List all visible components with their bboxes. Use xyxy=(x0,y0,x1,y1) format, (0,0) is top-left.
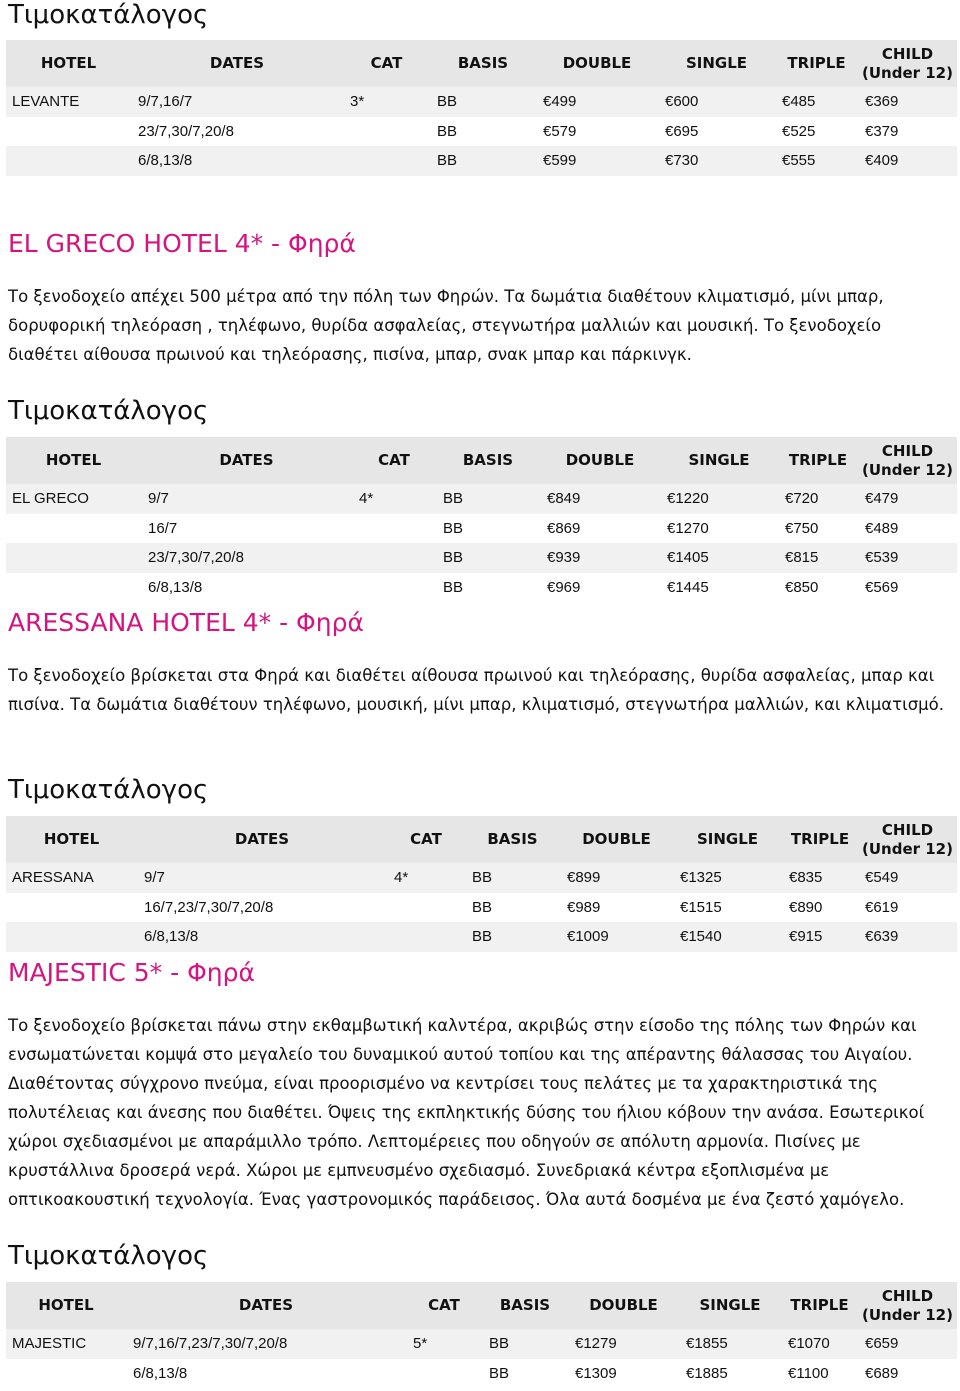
column-header-child xyxy=(858,40,957,87)
category-cell: 4* xyxy=(394,869,409,887)
basis-cell: BB xyxy=(437,93,458,111)
basis-cell: BB xyxy=(443,519,464,537)
hotel-title-aressana: ARESSANA HOTEL 4* - Φηρά xyxy=(8,608,364,637)
basis-cell: BB xyxy=(437,152,458,170)
hotel-cell: LEVANTE xyxy=(12,93,80,111)
table-row xyxy=(6,893,957,923)
double-price-cell: €849 xyxy=(547,490,581,508)
table-row xyxy=(6,863,957,893)
basis-cell: BB xyxy=(472,928,493,946)
column-header-triple: TRIPLE xyxy=(787,54,846,72)
double-price-cell: €969 xyxy=(547,578,581,596)
single-price-cell: €1270 xyxy=(667,519,709,537)
column-header-child-sublabel: (Under 12) xyxy=(862,1305,953,1324)
hotel-cell xyxy=(6,514,141,544)
column-header-dates: DATES xyxy=(234,830,290,848)
category-cell: 4* xyxy=(359,490,374,508)
price-list-heading: Τιμοκατάλογος xyxy=(8,396,209,426)
price-list-heading: Τιμοκατάλογος xyxy=(8,1241,209,1271)
table-row xyxy=(6,87,957,117)
basis-cell: BB xyxy=(489,1335,510,1353)
child-price-cell: €639 xyxy=(865,928,899,946)
table-header-row xyxy=(6,40,957,87)
column-header-dates: DATES xyxy=(238,1296,294,1314)
child-price-cell: €369 xyxy=(865,93,899,111)
column-header-child xyxy=(858,437,957,484)
basis-cell: BB xyxy=(443,578,464,596)
column-header-hotel: HOTEL xyxy=(43,830,100,848)
category-cell xyxy=(343,146,430,176)
triple-price-cell: €915 xyxy=(789,928,823,946)
column-header-triple: TRIPLE xyxy=(790,830,850,848)
column-header-child-sublabel: (Under 12) xyxy=(862,63,953,82)
child-price-cell: €539 xyxy=(865,549,899,567)
hotel-description-el-greco: Το ξενοδοχείο απέχει 500 μέτρα από την πόλη των Φηρών. Τα δωμάτια διαθέτουν κλιματισμό, μίνι μπαρ, δορυφορική τηλεόραση , τηλέφωνο, θυρίδα ασφαλείας, στεγνωτήρα μαλλιών και μουσική. Το ξενοδοχείο διαθέτει αίθουσα πρωινού και τηλεόρασης, πισίνα, μπαρ, σνακ μπαρ και πάρκινγκ. xyxy=(8,287,884,364)
column-header-single: SINGLE xyxy=(696,830,759,848)
table-row xyxy=(6,1329,957,1359)
child-price-cell: €409 xyxy=(865,152,899,170)
single-price-cell: €1445 xyxy=(667,578,709,596)
triple-price-cell: €1070 xyxy=(788,1335,830,1353)
category-cell xyxy=(352,543,436,573)
single-price-cell: €600 xyxy=(665,93,699,111)
column-header-basis: BASIS xyxy=(499,1296,551,1314)
price-table-el-greco xyxy=(6,437,957,602)
child-price-cell: €489 xyxy=(865,519,899,537)
column-header-child-label: CHILD xyxy=(881,1286,934,1305)
dates-cell: 16/7,23/7,30/7,20/8 xyxy=(144,898,274,916)
single-price-cell: €695 xyxy=(665,122,699,140)
single-price-cell: €1855 xyxy=(686,1335,728,1353)
column-header-basis: BASIS xyxy=(462,451,514,469)
table-row xyxy=(6,573,957,603)
dates-cell: 9/7 xyxy=(148,490,169,508)
category-cell xyxy=(387,922,465,952)
column-header-child xyxy=(858,1282,957,1329)
single-price-cell: €1220 xyxy=(667,490,709,508)
column-header-double: DOUBLE xyxy=(562,54,632,72)
triple-price-cell: €750 xyxy=(785,519,819,537)
double-price-cell: €1309 xyxy=(575,1364,617,1382)
table-row xyxy=(6,484,957,514)
price-list-heading: Τιμοκατάλογος xyxy=(8,0,209,30)
double-price-cell: €989 xyxy=(567,898,601,916)
column-header-cat: CAT xyxy=(410,830,442,848)
triple-price-cell: €890 xyxy=(789,898,823,916)
column-header-single: SINGLE xyxy=(688,451,750,469)
column-header-triple: TRIPLE xyxy=(788,451,848,469)
dates-cell: 9/7 xyxy=(144,869,165,887)
table-row xyxy=(6,922,957,952)
triple-price-cell: €815 xyxy=(785,549,819,567)
hotel-title-majestic: MAJESTIC 5* - Φηρά xyxy=(8,958,255,987)
category-cell: 5* xyxy=(413,1335,428,1353)
double-price-cell: €1009 xyxy=(567,928,609,946)
table-header-row xyxy=(6,816,957,863)
column-header-double: DOUBLE xyxy=(589,1296,658,1314)
triple-price-cell: €850 xyxy=(785,578,819,596)
single-price-cell: €1515 xyxy=(680,898,722,916)
table-header-row xyxy=(6,437,957,484)
column-header-basis: BASIS xyxy=(457,54,509,72)
basis-cell: BB xyxy=(443,490,464,508)
price-table-aressana xyxy=(6,816,957,952)
dates-cell: 6/8,13/8 xyxy=(148,578,203,596)
hotel-cell xyxy=(6,893,137,923)
category-cell xyxy=(406,1359,482,1389)
hotel-description-aressana: Το ξενοδοχείο βρίσκεται στα Φηρά και διαθέτει αίθουσα πρωινού και τηλεόρασης, θυρίδα ασφαλείας, μπαρ και πισίνα. Τα δωμάτια διαθέτουν τηλέφωνο, μουσική, μίνι μπαρ, κλιματισμό, στεγνωτήρα μαλλιών, και κλιματισμό. xyxy=(8,666,944,714)
price-list-heading: Τιμοκατάλογος xyxy=(8,775,209,805)
column-header-single: SINGLE xyxy=(699,1296,761,1314)
single-price-cell: €1885 xyxy=(686,1364,728,1382)
double-price-cell: €499 xyxy=(543,93,577,111)
child-price-cell: €569 xyxy=(865,578,899,596)
triple-price-cell: €720 xyxy=(785,490,819,508)
dates-cell: 23/7,30/7,20/8 xyxy=(148,549,244,567)
column-header-triple: TRIPLE xyxy=(790,1296,849,1314)
column-header-single: SINGLE xyxy=(685,54,748,72)
price-table-majestic xyxy=(6,1282,957,1388)
hotel-cell: EL GRECO xyxy=(12,490,89,508)
child-price-cell: €479 xyxy=(865,490,899,508)
column-header-dates: DATES xyxy=(209,54,265,72)
column-header-child-label: CHILD xyxy=(881,44,934,63)
category-cell xyxy=(352,573,436,603)
triple-price-cell: €1100 xyxy=(788,1364,829,1382)
column-header-basis: BASIS xyxy=(487,830,538,848)
hotel-description-majestic: Το ξενοδοχείο βρίσκεται πάνω στην εκθαμβωτική καλντέρα, ακριβώς στην είσοδο της πόλης των Φηρών και ενσωματώνεται κομψά στο μεγαλείο του δυναμικού αυτού τοπίου και της απέραντης θάλασσας του Αιγαίου. Διαθέτοντας σύγχρονο πνεύμα, είναι προορισμένο να κεντρίσει τους πελάτες με τα χαρακτηριστικά της πολυτέλειας και άνεσης που διαθέτει. Όψεις της εκπληκτικής δύσης του ήλιου κόβουν την ανάσα. Εσωτερικοί χώροι σχεδιασμένοι με απαράμιλλο τρόπο. Λεπτομέρειες που οδηγούν σε απόλυτη αρμονία. Πισίνες με κρυστάλλινα δροσερά νερά. Χώροι με εμπνευσμένο σχεδιασμό. Συνεδριακά κέντρα εξοπλισμένα με οπτικοακουστική τεχνολογία. Ένας γαστρονομικός παράδεισος. Όλα αυτά δοσμένα με ένα ζεστό χαμόγελο. xyxy=(8,1016,925,1209)
hotel-cell xyxy=(6,573,141,603)
column-header-child-sublabel: (Under 12) xyxy=(862,460,953,479)
dates-cell: 6/8,13/8 xyxy=(133,1364,188,1382)
column-header-cat: CAT xyxy=(370,54,403,72)
child-price-cell: €659 xyxy=(865,1335,899,1353)
single-price-cell: €730 xyxy=(665,152,699,170)
child-price-cell: €619 xyxy=(865,898,899,916)
column-header-hotel: HOTEL xyxy=(38,1296,94,1314)
triple-price-cell: €525 xyxy=(782,122,816,140)
triple-price-cell: €835 xyxy=(789,869,823,887)
child-price-cell: €379 xyxy=(865,122,899,140)
category-cell xyxy=(343,117,430,147)
double-price-cell: €939 xyxy=(547,549,581,567)
column-header-hotel: HOTEL xyxy=(45,451,102,469)
hotel-cell xyxy=(6,922,137,952)
child-price-cell: €689 xyxy=(865,1364,899,1382)
hotel-cell xyxy=(6,543,141,573)
basis-cell: BB xyxy=(472,898,493,916)
column-header-child xyxy=(858,816,957,863)
triple-price-cell: €555 xyxy=(782,152,816,170)
table-row xyxy=(6,514,957,544)
column-header-cat: CAT xyxy=(428,1296,460,1314)
dates-cell: 16/7 xyxy=(148,519,178,537)
single-price-cell: €1325 xyxy=(680,869,722,887)
price-table-levante xyxy=(6,40,957,176)
column-header-double: DOUBLE xyxy=(582,830,651,848)
basis-cell: BB xyxy=(472,869,493,887)
double-price-cell: €579 xyxy=(543,122,577,140)
double-price-cell: €1279 xyxy=(575,1335,617,1353)
hotel-cell xyxy=(6,146,131,176)
category-cell xyxy=(387,893,465,923)
column-header-child-label: CHILD xyxy=(881,441,934,460)
hotel-cell: MAJESTIC xyxy=(12,1335,87,1353)
column-header-double: DOUBLE xyxy=(565,451,635,469)
dates-cell: 9/7,16/7 xyxy=(138,93,193,111)
hotel-cell xyxy=(6,117,131,147)
table-row xyxy=(6,1359,957,1389)
table-row xyxy=(6,543,957,573)
column-header-dates: DATES xyxy=(219,451,274,469)
column-header-hotel: HOTEL xyxy=(40,54,97,72)
basis-cell: BB xyxy=(443,549,464,567)
single-price-cell: €1405 xyxy=(667,549,709,567)
single-price-cell: €1540 xyxy=(680,928,722,946)
triple-price-cell: €485 xyxy=(782,93,816,111)
double-price-cell: €599 xyxy=(543,152,577,170)
category-cell xyxy=(352,514,436,544)
dates-cell: 6/8,13/8 xyxy=(144,928,199,946)
dates-cell: 6/8,13/8 xyxy=(138,152,193,170)
dates-cell: 9/7,16/7,23/7,30/7,20/8 xyxy=(133,1335,288,1353)
table-header-row xyxy=(6,1282,957,1329)
double-price-cell: €899 xyxy=(567,869,601,887)
hotel-title-el-greco: EL GRECO HOTEL 4* - Φηρά xyxy=(8,229,356,258)
basis-cell: BB xyxy=(489,1364,510,1382)
column-header-child-label: CHILD xyxy=(881,820,934,839)
double-price-cell: €869 xyxy=(547,519,581,537)
hotel-cell xyxy=(6,1359,126,1389)
category-cell: 3* xyxy=(350,93,365,111)
column-header-cat: CAT xyxy=(378,451,410,469)
child-price-cell: €549 xyxy=(865,869,899,887)
basis-cell: BB xyxy=(437,122,458,140)
table-row xyxy=(6,146,957,176)
table-row xyxy=(6,117,957,147)
hotel-cell: ARESSANA xyxy=(12,869,94,887)
column-header-child-sublabel: (Under 12) xyxy=(862,839,953,858)
dates-cell: 23/7,30/7,20/8 xyxy=(138,122,234,140)
